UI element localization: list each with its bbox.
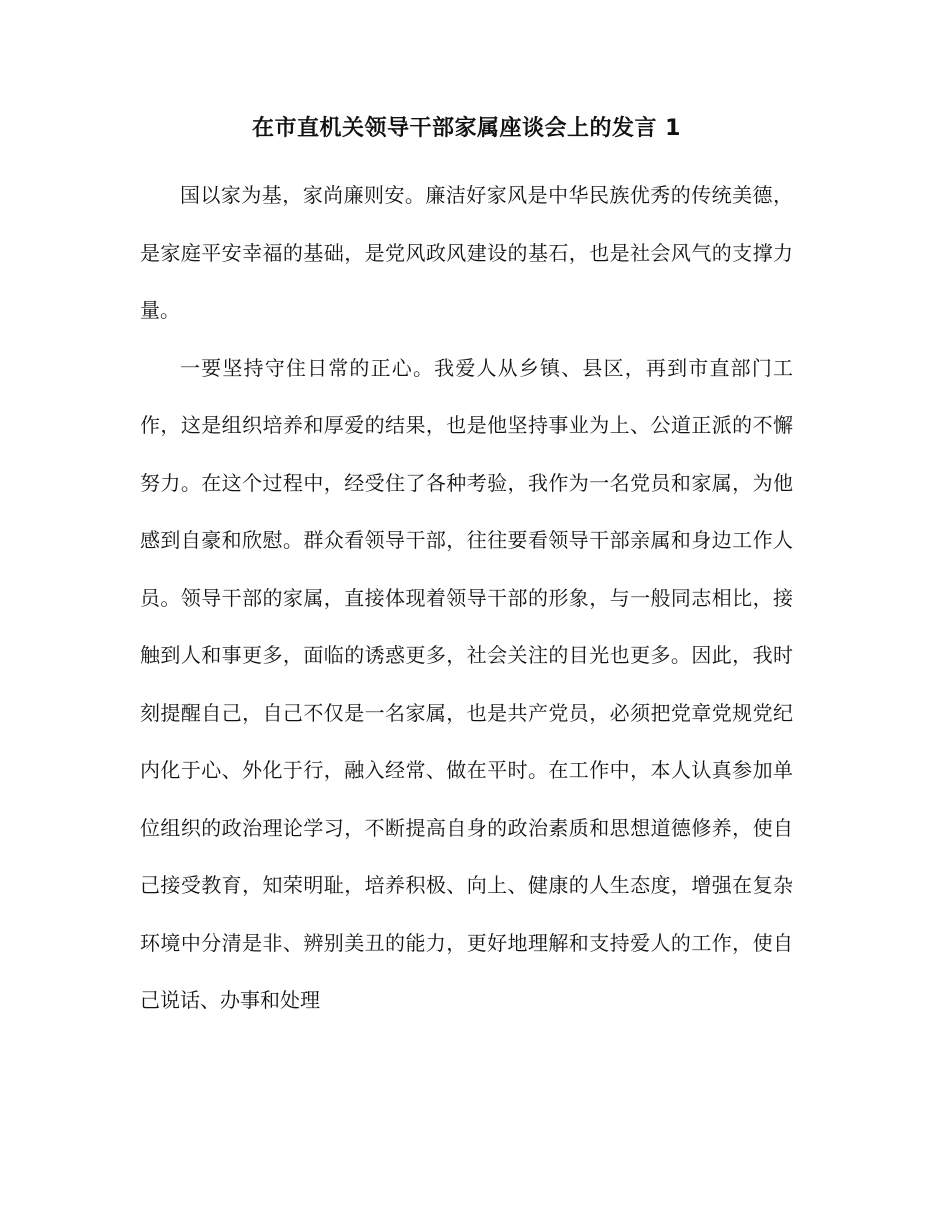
paragraph-1: 国以家为基，家尚廉则安。廉洁好家风是中华民族优秀的传统美德，是家庭平安幸福的基础，是党风政风建设的基石，也是社会风气的支撑力量。 xyxy=(140,183,793,322)
paragraph-2: 一要坚持守住日常的正心。我爱人从乡镇、县区，再到市直部门工作，这是组织培养和厚爱的结果，也是他坚持事业为上、公道正派的不懈努力。在这个过程中，经受住了各种考验，我作为一名党员和家属，为他感到自豪和欣慰。群众看领导干部，往往要看领导干部亲属和身边工作人员。领导干部的家属，直接体现着领导干部的形象，与一般同志相比，接触到人和事更多，面临的诱惑更多，社会关注的目光也更多。因此，我时刻提醒自己，自己不仅是一名家属，也是共产党员，必须把党章党规党纪内化于心、外化于行，融入经常、做在平时。在工作中，本人认真参加单位组织的政治理论学习，不断提高自身的政治素质和思想道德修养，使自己接受教育，知荣明耻，培养积极、向上、健康的人生态度，增强在复杂环境中分清是非、辨别美丑的能力，更好地理解和支持爱人的工作，使自己说话、办事和处理 xyxy=(140,355,793,1012)
document-title: 在市直机关领导干部家属座谈会上的发言 1 xyxy=(252,116,681,141)
